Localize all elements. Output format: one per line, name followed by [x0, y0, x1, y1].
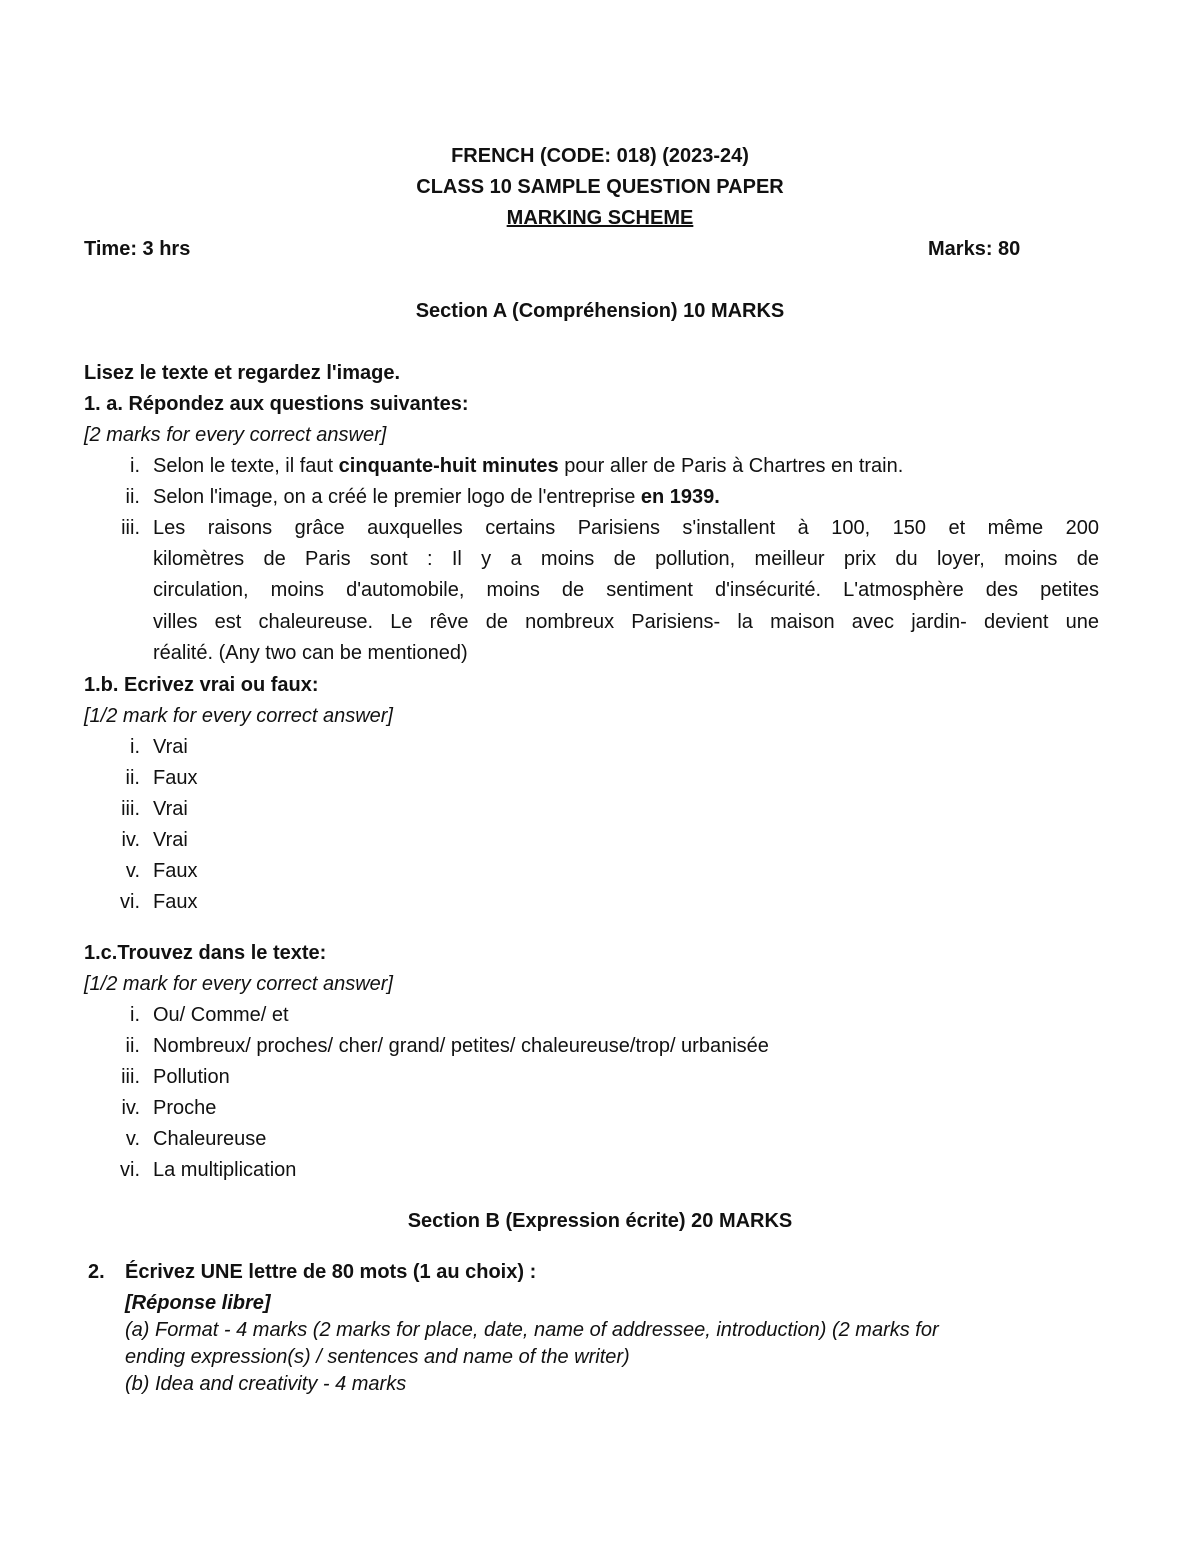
q1b-item-text: Faux [153, 860, 198, 882]
q1b-item-text: Vrai [153, 798, 188, 820]
q2-criteria-line: ending expression(s) / sentences and name of the writer) [125, 1346, 630, 1368]
q1c-item-text: La multiplication [153, 1159, 297, 1181]
q1c-item-num: i. [130, 1004, 140, 1026]
paragraph-line: circulation, moins d'automobile, moins de sentiment d'insécurité. L'atmosphère des petites [153, 579, 1099, 602]
q1b-item-num: ii. [125, 767, 140, 789]
q1c-item-num: iii. [121, 1066, 140, 1088]
q1a-item-text [153, 455, 903, 478]
q1a-item-num: i. [130, 455, 140, 477]
q1a-item-num: ii. [125, 486, 140, 508]
q1b-note: [1/2 mark for every correct answer] [84, 705, 393, 727]
q1a-item-text [153, 486, 720, 509]
q1c-item-num: iv. [121, 1097, 140, 1119]
paragraph-line: kilomètres de Paris sont : Il y a moins de pollution, meilleur prix du loyer, moins de [153, 548, 1099, 571]
q1b-item-text: Faux [153, 891, 198, 913]
q1b-title: 1.b. Ecrivez vrai ou faux: [84, 674, 319, 696]
time-label: Time: 3 hrs [84, 238, 191, 260]
marks-label: Marks: 80 [928, 238, 1021, 260]
paper-title: FRENCH (CODE: 018) (2023-24) [451, 145, 749, 167]
q1c-item-num: v. [125, 1128, 140, 1150]
q1a-item-text-part: Selon le texte, il faut [153, 455, 339, 477]
q2-number: 2. [88, 1261, 105, 1283]
q1b-item-text: Vrai [153, 736, 188, 758]
q1c-item-text: Proche [153, 1097, 217, 1119]
q1c-title: 1.c.Trouvez dans le texte: [84, 942, 327, 964]
q1a-title: 1. a. Répondez aux questions suivantes: [84, 393, 469, 415]
q1a-item-num: iii. [121, 517, 140, 539]
section-a-heading: Section A (Compréhension) 10 MARKS [415, 300, 785, 322]
q1a-item-text-bold: cinquante-huit minutes [338, 455, 559, 477]
q1b-item-num: iii. [121, 798, 140, 820]
q1b-item-num: i. [130, 736, 140, 758]
q1b-item-text: Faux [153, 767, 198, 789]
q1c-item-text: Chaleureuse [153, 1128, 267, 1150]
q1b-item-num: v. [125, 860, 140, 882]
q1a-note: [2 marks for every correct answer] [84, 424, 387, 446]
instruction: Lisez le texte et regardez l'image. [84, 362, 400, 384]
paragraph-line: Les raisons grâce auxquelles certains Parisiens s'installent à 100, 150 et même 200 [153, 517, 1099, 539]
q1c-item-num: ii. [125, 1035, 140, 1057]
q2-criteria-line: (a) Format - 4 marks (2 marks for place, date, name of addressee, introduction) (2 marks for [125, 1319, 939, 1341]
paragraph-line: réalité. (Any two can be mentioned) [153, 641, 468, 664]
q1c-item-num: vi. [120, 1159, 140, 1181]
q1b-item-num: iv. [121, 829, 140, 851]
q1b-item-text: Vrai [153, 829, 188, 851]
paragraph-line: villes est chaleureuse. Le rêve de nombreux Parisiens- la maison avec jardin- devient une [153, 610, 1099, 633]
marking-scheme-heading [0, 207, 1200, 230]
q2-title: Écrivez UNE lettre de 80 mots (1 au choix) : [125, 1261, 537, 1283]
q2-criteria-line: (b) Idea and creativity - 4 marks [125, 1373, 407, 1395]
section-b-heading: Section B (Expression écrite) 20 MARKS [407, 1210, 793, 1232]
q1a-item-paragraph [153, 513, 1099, 669]
q2-note: [Réponse libre] [125, 1292, 271, 1314]
q1b-item-num: vi. [120, 891, 140, 913]
q1c-item-text: Ou/ Comme/ et [153, 1004, 289, 1026]
paper-subtitle: CLASS 10 SAMPLE QUESTION PAPER [416, 176, 784, 198]
q1a-item-text-part: pour aller de Paris à Chartres en train. [558, 455, 904, 477]
marking-scheme-text: MARKING SCHEME [506, 207, 694, 229]
q1a-item-text-part: Selon l'image, on a créé le premier logo de l'entreprise [153, 486, 641, 508]
q1a-item-text-bold: en 1939. [640, 486, 720, 508]
q1c-item-text: Nombreux/ proches/ cher/ grand/ petites/ chaleureuse/trop/ urbanisée [153, 1035, 769, 1057]
q1c-item-text: Pollution [153, 1066, 230, 1088]
q1c-note: [1/2 mark for every correct answer] [84, 973, 393, 995]
